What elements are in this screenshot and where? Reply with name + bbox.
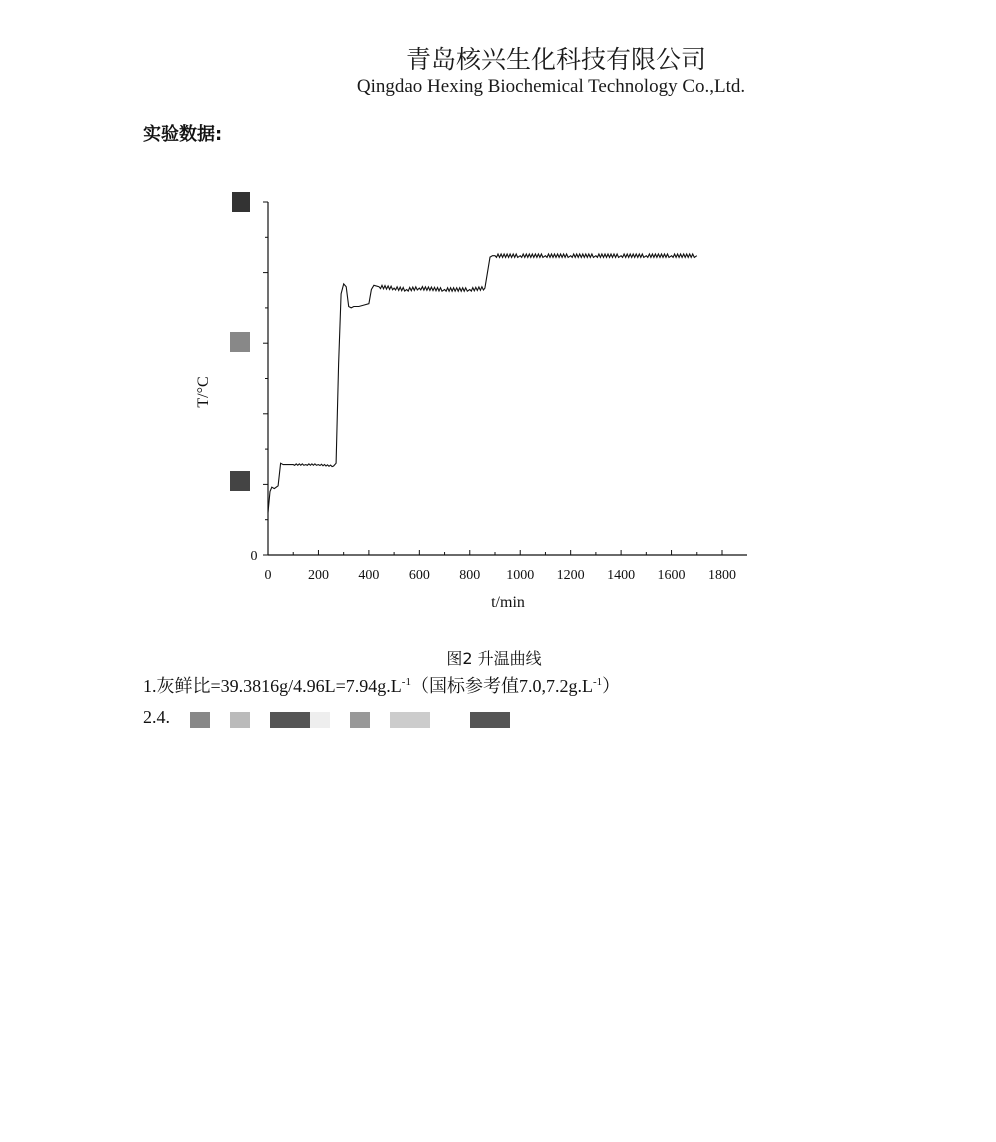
ash-ratio-line	[143, 672, 620, 698]
ash-ratio-prefix: 1.灰鲜比=39.3816g/4.96L=7.94g.L	[143, 676, 402, 696]
redacted-block-3	[270, 712, 310, 728]
item2-line	[143, 707, 170, 728]
company-name-cn: 青岛核兴生化科技有限公司	[405, 45, 706, 74]
ash-ratio-suffix: ）	[602, 676, 621, 696]
temperature-chart	[180, 180, 800, 630]
x-tick-label: 1200	[556, 568, 585, 583]
chart-canvas	[180, 180, 800, 630]
x-tick-label: 800	[459, 568, 481, 583]
x-tick-label: 1800	[708, 568, 736, 583]
redacted-y-label-mid	[230, 332, 250, 352]
redacted-block-2	[230, 712, 250, 728]
y-axis-label: T/°C	[195, 376, 212, 408]
redacted-y-label-top	[232, 192, 250, 212]
x-tick-label: 1400	[607, 568, 636, 583]
y-tick-label: 0	[250, 549, 258, 564]
redacted-block-5	[350, 712, 370, 728]
item2-label: 2.4.	[143, 707, 170, 727]
redacted-block-7	[470, 712, 510, 728]
x-tick-label: 400	[358, 568, 380, 583]
redacted-y-label-low	[230, 471, 250, 491]
x-tick-label: 1000	[506, 568, 535, 583]
unit-superscript-2: -1	[592, 676, 603, 688]
x-tick-label: 1600	[657, 568, 686, 583]
x-tick-label: 200	[307, 568, 329, 583]
x-axis-label: t/min	[491, 594, 525, 611]
company-name-en: Qingdao Hexing Biochemical Technology Co.,Ltd.	[356, 76, 746, 97]
x-tick-label: 600	[408, 568, 430, 583]
redacted-block-4	[310, 712, 330, 728]
ash-ratio-reference: （国标参考值7.0,7.2g.L	[410, 676, 593, 696]
redacted-block-6	[390, 712, 430, 728]
unit-superscript-1: -1	[401, 676, 411, 688]
figure-caption: 图2 升温曲线	[446, 649, 542, 668]
series-line-temperature	[268, 254, 697, 513]
section-label: 实验数据:	[143, 124, 223, 145]
x-tick-label: 0	[264, 568, 272, 583]
redacted-block-1	[190, 712, 210, 728]
